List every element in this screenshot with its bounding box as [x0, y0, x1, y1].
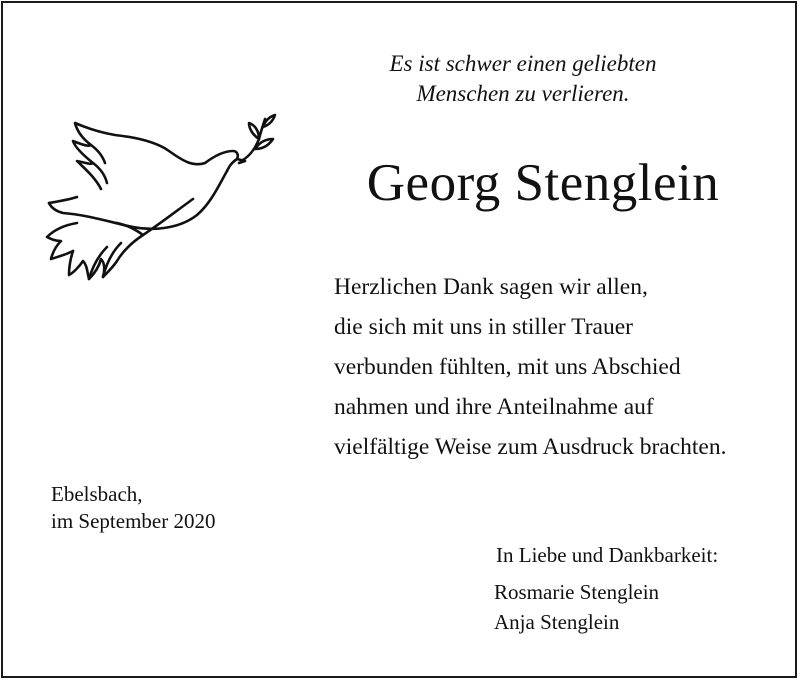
place-and-date: [51, 481, 215, 535]
signer-name: Rosmarie Stenglein: [494, 580, 660, 604]
thanks-line: vielfältige Weise zum Ausdruck brachten.: [334, 434, 727, 460]
dove-with-olive-branch-icon: [43, 111, 283, 291]
signer-name: Anja Stenglein: [494, 610, 620, 634]
memorial-motto: [333, 49, 713, 109]
thanks-line: verbunden fühlten, mit uns Abschied: [334, 354, 681, 380]
deceased-name: Georg Stenglein: [366, 154, 720, 212]
thanks-line: die sich mit uns in stiller Trauer: [334, 314, 633, 340]
place-line: Ebelsbach,: [51, 482, 143, 506]
motto-line: Menschen zu verlieren.: [416, 81, 630, 106]
motto-line: Es ist schwer einen geliebten: [389, 51, 657, 76]
closing-phrase: In Liebe und Dankbarkeit:: [496, 543, 719, 567]
obituary-card: [1, 1, 797, 678]
signers-list: [494, 577, 659, 637]
thanks-text: [334, 267, 726, 467]
thanks-line: nahmen und ihre Anteilnahme auf: [334, 394, 654, 420]
date-line: im September 2020: [51, 509, 216, 533]
thanks-line: Herzlichen Dank sagen wir allen,: [334, 274, 648, 300]
